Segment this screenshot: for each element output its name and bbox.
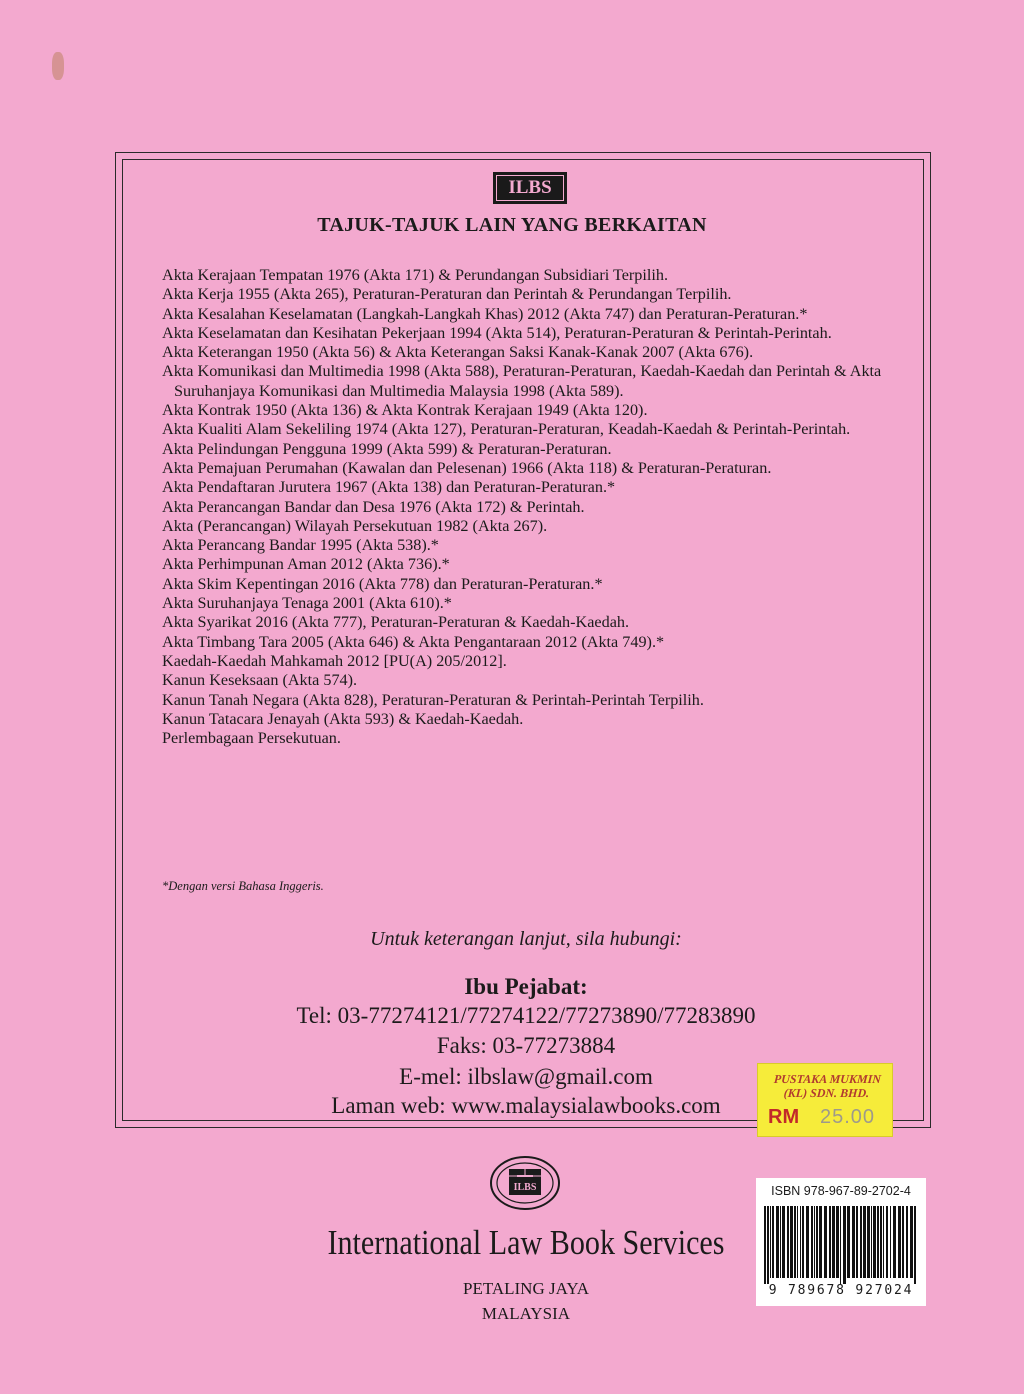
- barcode-bar: [860, 1206, 862, 1278]
- title-item: Kanun Keseksaan (Akta 574).: [162, 671, 358, 690]
- title-item: Akta Skim Kepentingan 2016 (Akta 778) dan Peraturan-Peraturan.*: [162, 574, 603, 593]
- title-item: Kaedah-Kaedah Mahkamah 2012 [PU(A) 205/2012].: [162, 651, 507, 670]
- barcode-bar: [877, 1206, 879, 1278]
- email-line: E-mel: ilbslaw@gmail.com: [399, 1064, 653, 1089]
- barcode-bar: [890, 1206, 891, 1278]
- title-item: Akta Perancang Bandar 1995 (Akta 538).*: [162, 536, 439, 555]
- barcode-bar: [867, 1206, 870, 1278]
- title-item: Perlembagaan Persekutuan.: [162, 729, 341, 748]
- barcode-icon: [762, 1206, 920, 1284]
- publisher-country: MALAYSIA: [481, 1304, 571, 1323]
- related-titles-list: [162, 266, 902, 748]
- title-item: Akta Keselamatan dan Kesihatan Pekerjaan 1994 (Akta 514), Peraturan-Peraturan & Perintah-Perintah.: [162, 323, 832, 342]
- barcode-digits: 9 789678 927024: [768, 1283, 914, 1298]
- publisher-city: PETALING JAYA: [463, 1279, 589, 1298]
- barcode-bar: [782, 1206, 785, 1278]
- title-item: Akta Kualiti Alam Sekeliling 1974 (Akta 127), Peraturan-Peraturan, Keadah-Kaedah & Perintah-Perintah.: [162, 420, 851, 439]
- barcode-bar: [811, 1206, 813, 1278]
- barcode-bar: [767, 1206, 769, 1284]
- title-item: Akta Kerja 1955 (Akta 265), Peraturan-Peraturan dan Perintah & Perundangan Terpilih.: [162, 285, 732, 304]
- barcode-bar: [816, 1206, 818, 1278]
- title-item: Akta Kontrak 1950 (Akta 136) & Akta Kontrak Kerajaan 1949 (Akta 120).: [162, 401, 648, 420]
- barcode-bar: [790, 1206, 793, 1278]
- barcode-bar: [840, 1206, 841, 1284]
- barcode-bar: [802, 1206, 804, 1278]
- barcode-bar: [886, 1206, 888, 1278]
- barcode-bar: [898, 1206, 901, 1278]
- barcode-bar: [824, 1206, 827, 1278]
- title-item: Akta Suruhanjaya Tenaga 2001 (Akta 610).*: [162, 594, 452, 613]
- barcode-bar: [880, 1206, 882, 1278]
- barcode-bar: [836, 1206, 839, 1278]
- barcode-bar: [764, 1206, 766, 1284]
- barcode-bar: [787, 1206, 789, 1278]
- barcode-bar: [832, 1206, 835, 1278]
- barcode-bar: [852, 1206, 855, 1278]
- sticker-amount: 25.00: [820, 1106, 876, 1128]
- barcode-bar: [829, 1206, 831, 1278]
- barcode-bar: [772, 1206, 774, 1278]
- title-item: Kanun Tatacara Jenayah (Akta 593) & Kaedah-Kaedah.: [162, 709, 524, 728]
- barcode-bar: [914, 1206, 916, 1284]
- isbn-number: ISBN 978-967-89-2702-4: [771, 1184, 911, 1198]
- section-heading: TAJUK-TAJUK LAIN YANG BERKAITAN: [317, 214, 707, 236]
- seal-label: ILBS: [513, 1182, 537, 1193]
- title-item: Akta Pendaftaran Jurutera 1967 (Akta 138) dan Peraturan-Peraturan.*: [162, 478, 616, 497]
- barcode-bar: [863, 1206, 866, 1278]
- website-line: Laman web: www.malaysialawbooks.com: [331, 1093, 721, 1118]
- barcode-bar: [814, 1206, 815, 1278]
- barcode-bar: [906, 1206, 908, 1278]
- title-item: Akta Timbang Tara 2005 (Akta 646) & Akta Pengantaraan 2012 (Akta 749).*: [162, 632, 665, 651]
- head-office-label: Ibu Pejabat:: [464, 974, 588, 999]
- price-sticker: [757, 1063, 893, 1137]
- sticker-store-name: PUSTAKA MUKMIN (KL) SDN. BHD.: [773, 1072, 882, 1100]
- barcode-bar: [873, 1206, 876, 1278]
- barcode-bar: [893, 1206, 896, 1278]
- fax-line: Faks: 03-77273884: [436, 1033, 616, 1058]
- title-item: Akta (Perancangan) Wilayah Persekutuan 1982 (Akta 267).: [162, 516, 548, 535]
- sticker-currency: RM: [768, 1106, 800, 1128]
- barcode-bar: [806, 1206, 809, 1278]
- barcode-bar: [910, 1206, 913, 1278]
- barcode-bar: [902, 1206, 904, 1278]
- title-item: Kanun Tanah Negara (Akta 828), Peraturan-Peraturan & Perintah-Perintah Terpilih.: [162, 690, 704, 709]
- telephone-line: Tel: 03-77274121/77274122/77273890/77283890: [296, 1003, 756, 1028]
- contact-intro: Untuk keterangan lanjut, sila hubungi:: [370, 928, 682, 950]
- publisher-name: International Law Book Services: [327, 1223, 725, 1262]
- title-item: Akta Syarikat 2016 (Akta 777), Peraturan-Peraturan & Kaedah-Kaedah.: [162, 613, 630, 632]
- title-item: Akta Pelindungan Pengguna 1999 (Akta 599) & Peraturan-Peraturan.: [162, 439, 612, 458]
- barcode-bar: [776, 1206, 779, 1278]
- title-item: Akta Keterangan 1950 (Akta 56) & Akta Keterangan Saksi Kanak-Kanak 2007 (Akta 676).: [162, 343, 754, 362]
- title-item: Akta Komunikasi dan Multimedia 1998 (Akta 588), Peraturan-Peraturan, Kaedah-Kaedah dan Perintah & Akta Suruhanjaya Komunikasi dan Multimedia Malaysia 1998 (Akta 589).: [162, 362, 882, 400]
- footnote: *Dengan versi Bahasa Inggeris.: [162, 879, 324, 893]
- barcode-bar: [847, 1206, 850, 1278]
- ilbs-logo: ILBS: [493, 172, 567, 204]
- barcode-bar: [794, 1206, 796, 1278]
- title-item: Akta Kesalahan Keselamatan (Langkah-Langkah Khas) 2012 (Akta 747) dan Peraturan-Peraturan.*: [162, 304, 808, 323]
- barcode-bar: [780, 1206, 781, 1278]
- title-item: Akta Perancangan Bandar dan Desa 1976 (Akta 172) & Perintah.: [162, 497, 585, 516]
- barcode-bar: [770, 1206, 771, 1278]
- title-item: Akta Pemajuan Perumahan (Kawalan dan Pelesenan) 1966 (Akta 118) & Peraturan-Peraturan.: [162, 458, 772, 477]
- ilbs-seal-icon: [489, 1155, 561, 1211]
- barcode-bar: [856, 1206, 858, 1278]
- barcode-panel: [756, 1178, 926, 1306]
- ink-mark: [52, 52, 64, 80]
- title-item: Akta Kerajaan Tempatan 1976 (Akta 171) & Perundangan Subsidiari Terpilih.: [162, 266, 669, 284]
- barcode-bar: [871, 1206, 872, 1278]
- barcode-bar: [819, 1206, 822, 1278]
- barcode-bar: [883, 1206, 884, 1278]
- title-item: Akta Perhimpunan Aman 2012 (Akta 736).*: [162, 555, 450, 574]
- barcode-bar: [797, 1206, 798, 1278]
- barcode-bar: [800, 1206, 801, 1278]
- barcode-bar: [843, 1206, 846, 1284]
